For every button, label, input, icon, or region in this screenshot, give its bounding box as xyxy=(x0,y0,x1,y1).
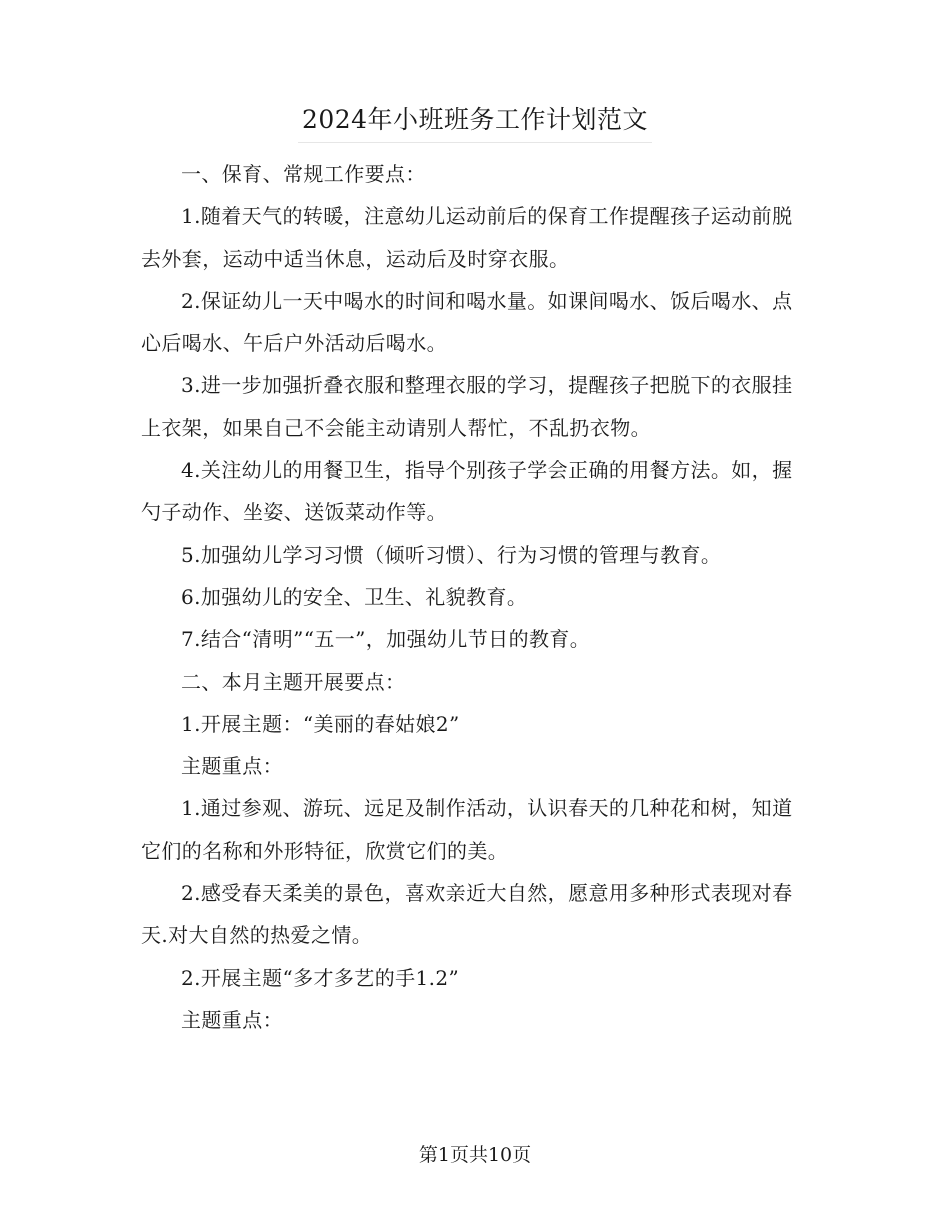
paragraph: 1.通过参观、游玩、远足及制作活动，认识春天的几种花和树，知道它们的名称和外形特征，欣赏它们的美。 xyxy=(141,796,793,863)
document-body xyxy=(141,153,809,1041)
paragraph: 6.加强幼儿的安全、卫生、礼貌教育。 xyxy=(181,584,528,609)
title-container xyxy=(0,100,950,143)
page-footer xyxy=(0,1140,950,1170)
page-number: 第1页共10页 xyxy=(418,1144,532,1166)
paragraph: 2.保证幼儿一天中喝水的时间和喝水量。如课间喝水、饭后喝水、点心后喝水、午后户外活动后喝水。 xyxy=(141,288,793,356)
subheading: 主题重点： xyxy=(181,754,283,779)
section-heading: 一、保育、常规工作要点： xyxy=(181,162,426,186)
paragraph: 3.进一步加强折叠衣服和整理衣服的学习，提醒孩子把脱下的衣服挂上衣架，如果自己不会能主动请别人帮忙，不乱扔衣物。 xyxy=(141,373,793,440)
paragraph: 2.感受春天柔美的景色，喜欢亲近大自然，愿意用多种形式表现对春天.对大自然的热爱之情。 xyxy=(141,881,793,948)
document-title: 2024年小班班务工作计划范文 xyxy=(298,100,652,143)
section-heading: 二、本月主题开展要点： xyxy=(181,669,406,694)
paragraph: 4.关注幼儿的用餐卫生，指导个别孩子学会正确的用餐方法。如，握勺子动作、坐姿、送饭菜动作等。 xyxy=(141,458,793,525)
subheading: 主题重点： xyxy=(181,1007,283,1032)
paragraph: 1.随着天气的转暖，注意幼儿运动前后的保育工作提醒孩子运动前脱去外套，运动中适当休息，运动后及时穿衣服。 xyxy=(141,204,793,271)
paragraph: 5.加强幼儿学习习惯（倾听习惯）、行为习惯的管理与教育。 xyxy=(181,542,722,567)
paragraph: 2.开展主题“多才多艺的手1.2” xyxy=(181,965,460,990)
paragraph: 1.开展主题：“美丽的春姑娘2” xyxy=(181,711,460,736)
paragraph: 7.结合“清明”“五一”，加强幼儿节日的教育。 xyxy=(181,627,591,652)
